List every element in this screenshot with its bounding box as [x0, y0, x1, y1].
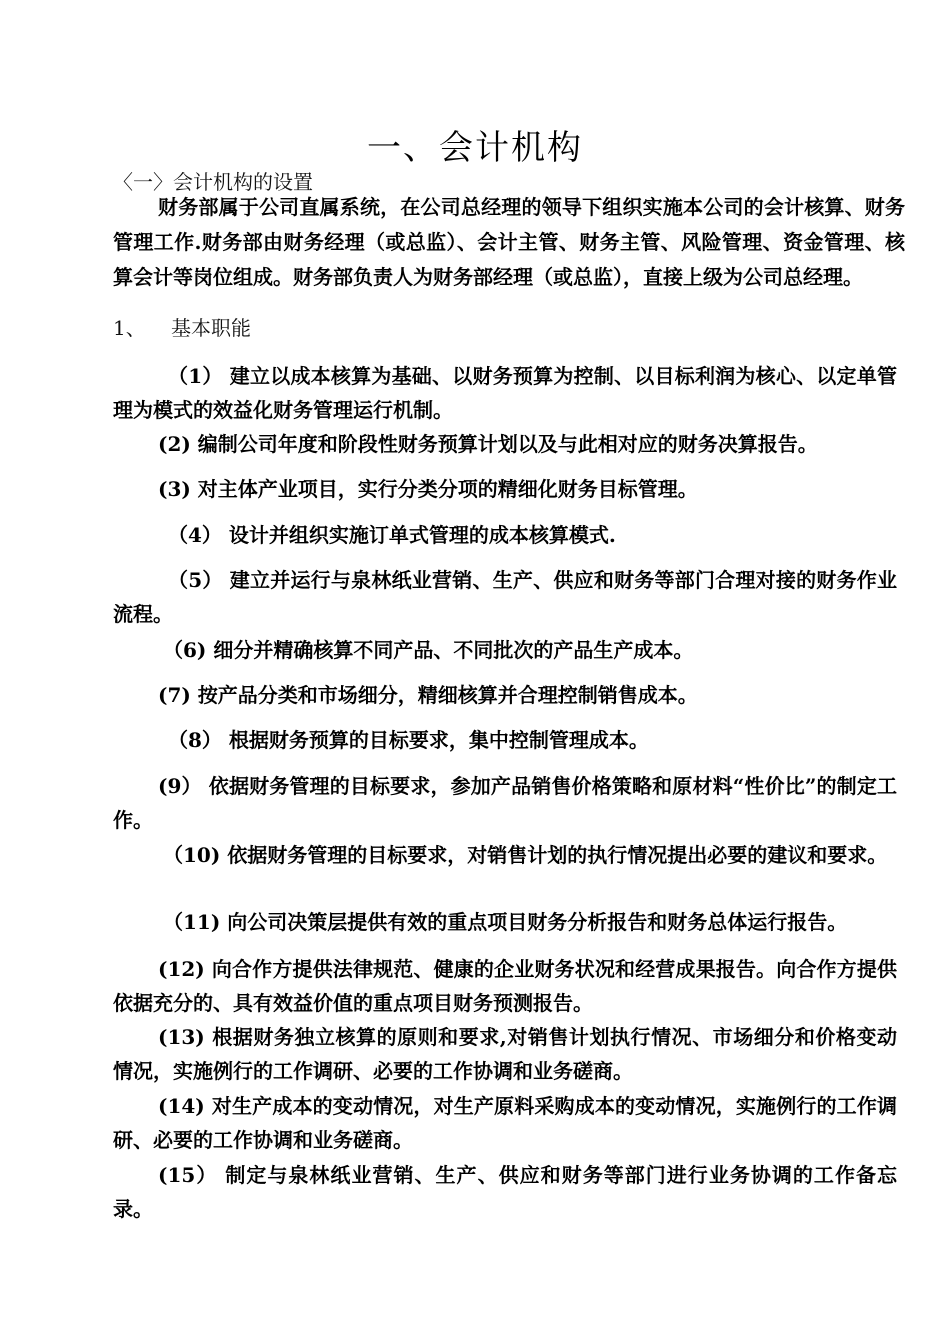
section-heading: 〈一〉会计机构的设置: [113, 170, 313, 194]
duty-item-13: (13) 根据财务独立核算的原则和要求,对销售计划执行情况、市场细分和价格变动情况，实施例行的工作调研、必要的工作协调和业务磋商。: [113, 1025, 897, 1083]
subheading: [113, 313, 251, 343]
duty-item-2: (2) 编制公司年度和阶段性财务预算计划以及与此相对应的财务决算报告。: [158, 432, 818, 456]
subheading-number: 1、: [113, 316, 146, 340]
subheading-label: 基本职能: [171, 316, 251, 340]
duty-item-11: （11) 向公司决策层提供有效的重点项目财务分析报告和财务总体运行报告。: [163, 910, 848, 934]
duty-item-7: (7) 按产品分类和市场细分，精细核算并合理控制销售成本。: [158, 683, 698, 707]
duty-item-5: （5） 建立并运行与泉林纸业营销、生产、供应和财务等部门合理对接的财务作业流程。: [113, 568, 897, 626]
duty-item-4: （4） 设计并组织实施订单式管理的成本核算模式.: [168, 523, 616, 547]
page-title: 一、会计机构: [367, 128, 583, 168]
duty-item-8: （8） 根据财务预算的目标要求，集中控制管理成本。: [168, 728, 649, 752]
duty-item-14: (14) 对生产成本的变动情况，对生产原料采购成本的变动情况，实施例行的工作调研、必要的工作协调和业务磋商。: [113, 1094, 897, 1152]
duty-item-10: （10) 依据财务管理的目标要求，对销售计划的执行情况提出必要的建议和要求。: [163, 843, 888, 867]
duty-item-12: (12) 向合作方提供法律规范、健康的企业财务状况和经营成果报告。向合作方提供依据充分的、具有效益价值的重点项目财务预测报告。: [113, 957, 897, 1015]
duty-item-1: （1） 建立以成本核算为基础、以财务预算为控制、以目标利润为核心、以定单管理为模式的效益化财务管理运行机制。: [113, 364, 897, 422]
duty-item-15: (15） 制定与泉林纸业营销、生产、供应和财务等部门进行业务协调的工作备忘录。: [113, 1163, 897, 1221]
duty-item-6: （6) 细分并精确核算不同产品、不同批次的产品生产成本。: [163, 638, 694, 662]
intro-paragraph: 财务部属于公司直属系统，在公司总经理的领导下组织实施本公司的会计核算、财务管理工作.财务部由财务经理（或总监）、会计主管、财务主管、风险管理、资金管理、核算会计等岗位组成。财务部负责人为财务部经理（或总监），直接上级为公司总经理。: [113, 195, 905, 289]
duty-item-3: (3) 对主体产业项目，实行分类分项的精细化财务目标管理。: [158, 477, 698, 501]
duty-item-9: (9） 依据财务管理的目标要求，参加产品销售价格策略和原材料“性价比”的制定工作。: [113, 774, 897, 832]
